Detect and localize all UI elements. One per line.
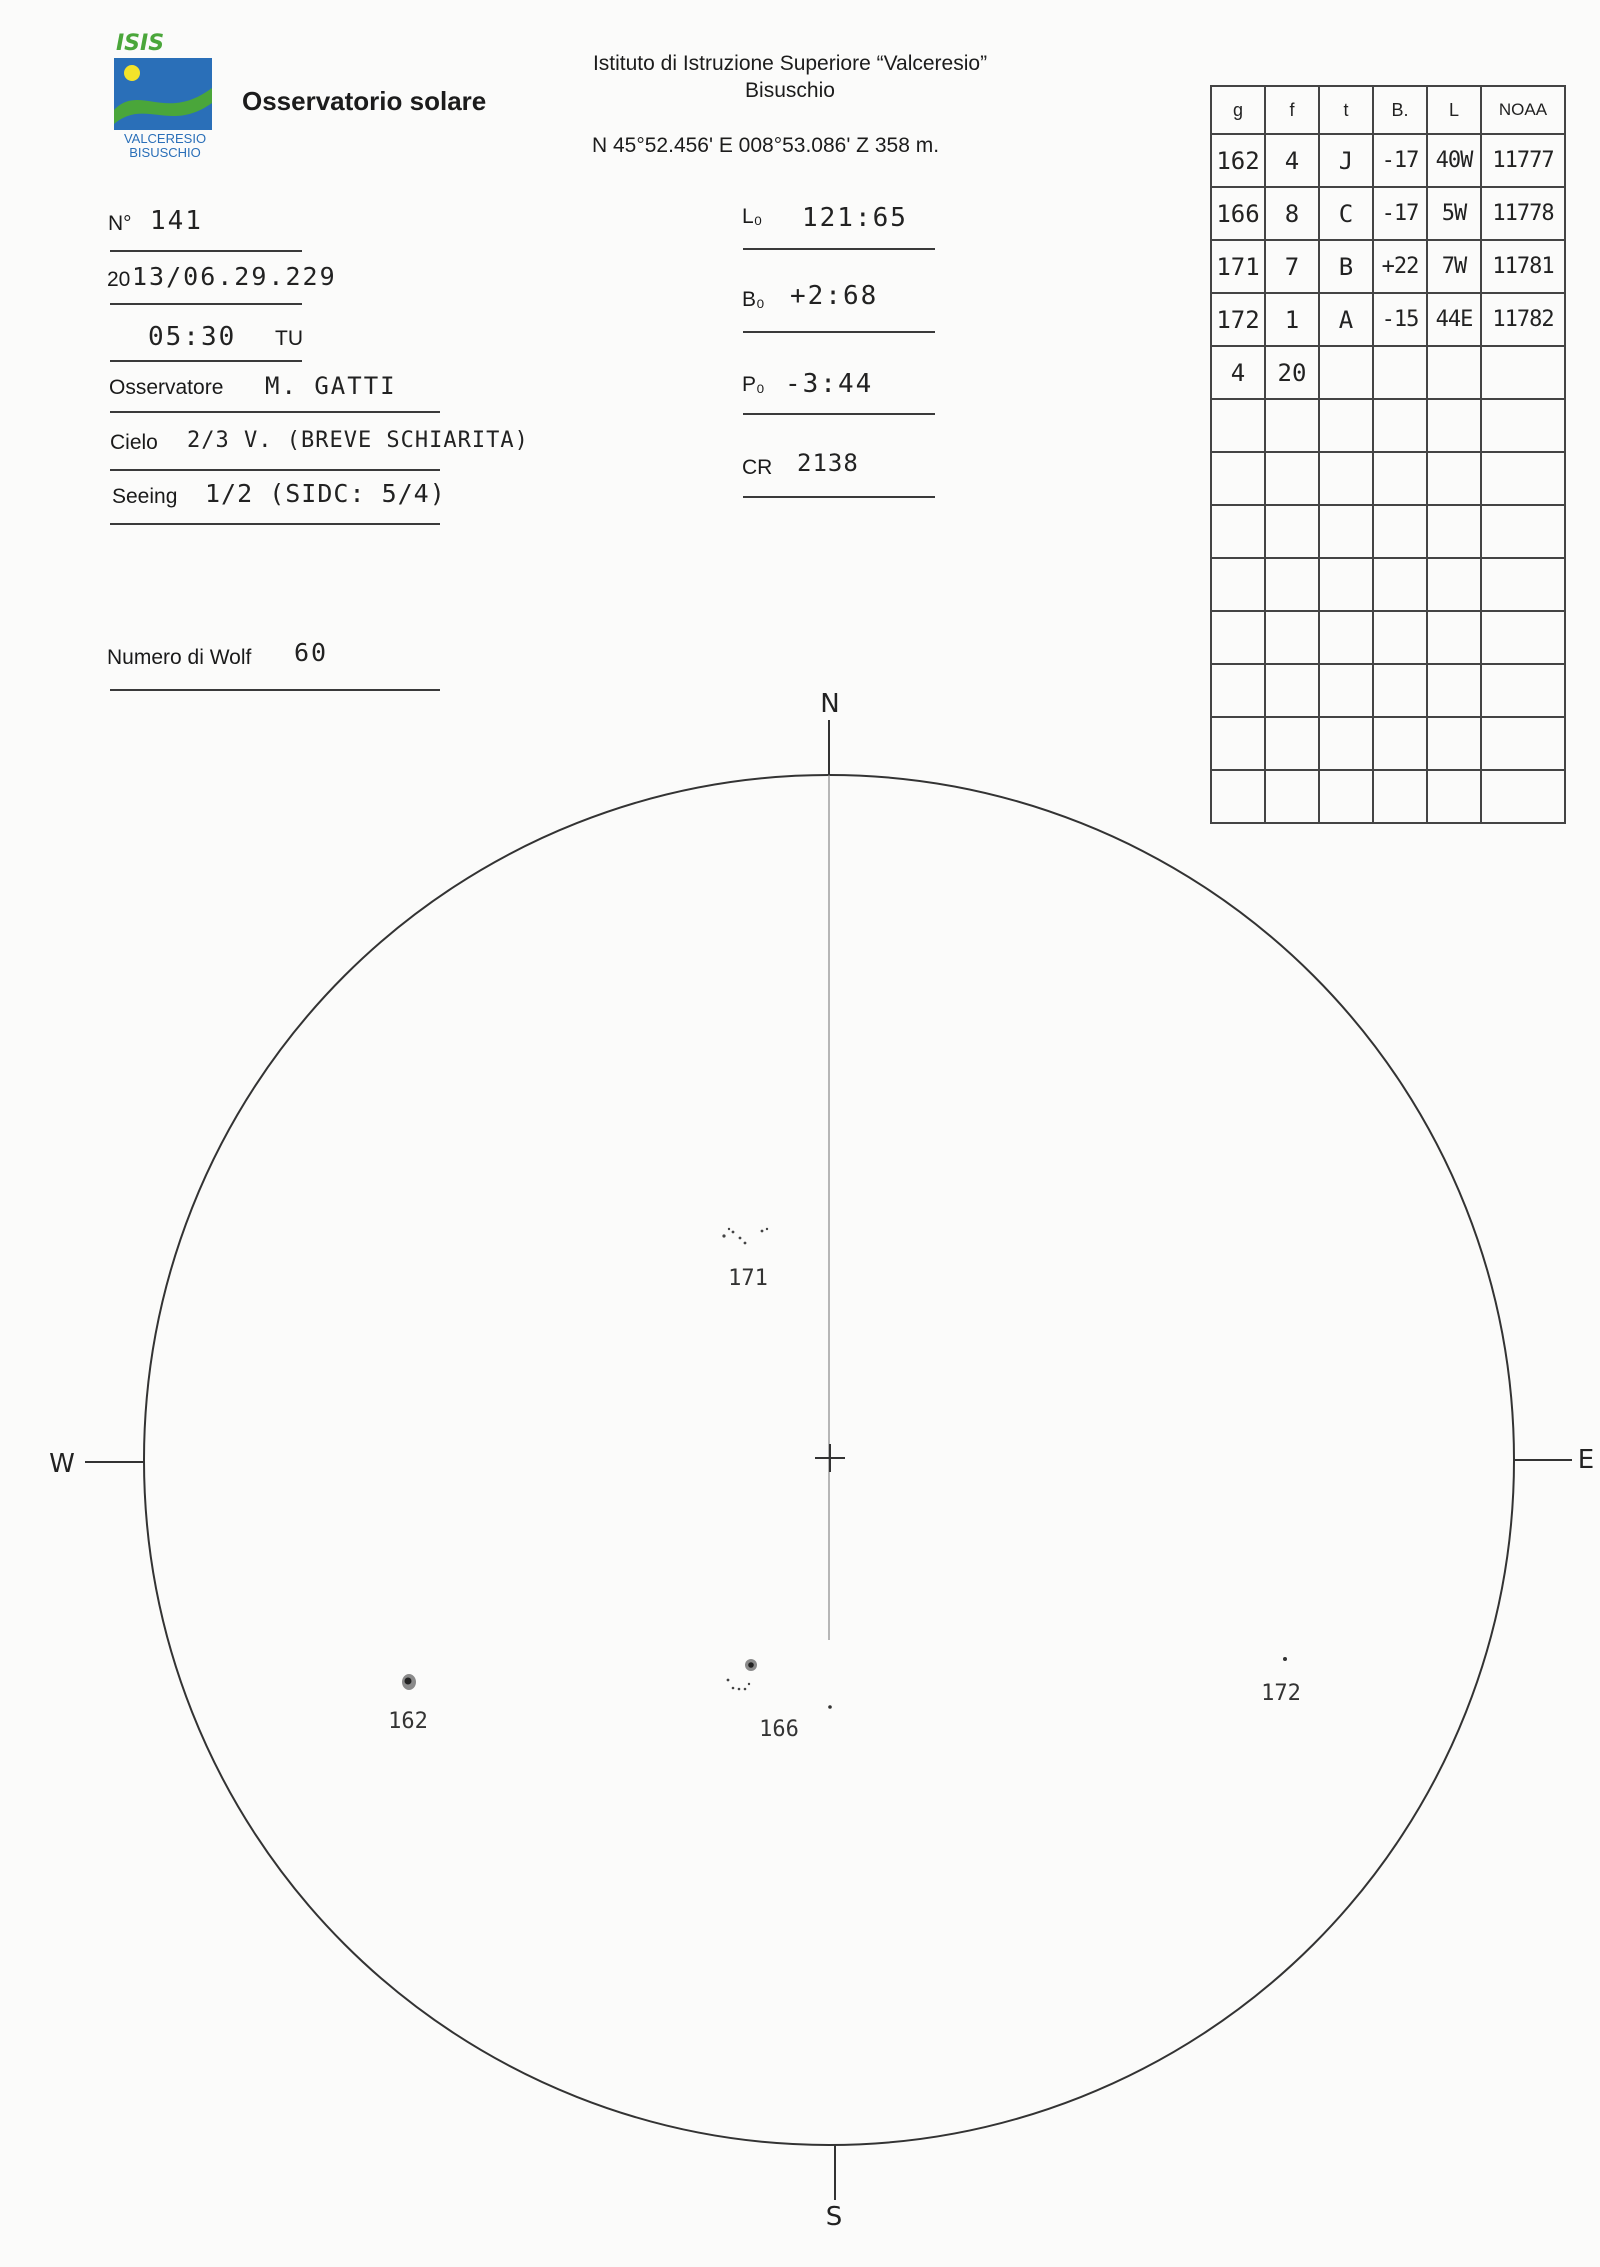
- record-date: 13/06.29.229: [132, 262, 337, 291]
- sunspot: [727, 1679, 730, 1682]
- total-spots: 20: [1265, 346, 1319, 399]
- p0-label: P₀: [742, 373, 765, 396]
- time-unit: TU: [275, 327, 303, 350]
- table-cell: 44E: [1427, 293, 1481, 346]
- table-cell: -15: [1373, 293, 1427, 346]
- table-cell: 40W: [1427, 134, 1481, 187]
- sunspot: [739, 1237, 742, 1240]
- sunspot-group-166: [727, 1659, 832, 1742]
- east-label: E: [1577, 1445, 1595, 1475]
- cr-label: CR: [742, 456, 773, 479]
- sunspot: [732, 1687, 735, 1690]
- south-label: S: [825, 2202, 843, 2232]
- table-cell: 171: [1211, 240, 1265, 293]
- cr-value: 2138: [797, 449, 859, 477]
- date-prefix: 20: [107, 268, 131, 291]
- table-cell: 162: [1211, 134, 1265, 187]
- wolf-number: 60: [294, 638, 329, 667]
- table-cell: A: [1319, 293, 1373, 346]
- sunspot: [1283, 1657, 1287, 1661]
- institute-name: Istituto di Istruzione Superiore “Valceresio”: [592, 52, 988, 75]
- table-cell: 5W: [1427, 187, 1481, 240]
- table-cell: 166: [1211, 187, 1265, 240]
- sunspot: [744, 1242, 747, 1245]
- table-cell: +22: [1373, 240, 1427, 293]
- column-header-f: f: [1265, 86, 1319, 134]
- l0-label: L₀: [742, 205, 763, 228]
- table-cell: J: [1319, 134, 1373, 187]
- sunspot: [728, 1228, 730, 1230]
- table-cell: 4: [1265, 134, 1319, 187]
- table-cell: 11778: [1481, 187, 1565, 240]
- observer-name: M. GATTI: [265, 372, 397, 400]
- table-cell: C: [1319, 187, 1373, 240]
- b0-value: +2:68: [790, 281, 879, 311]
- institute-town: Bisuschio: [745, 79, 835, 102]
- table-cell: -17: [1373, 134, 1427, 187]
- north-label: N: [820, 689, 840, 719]
- table-cell: 1: [1265, 293, 1319, 346]
- sunspot: [761, 1230, 764, 1233]
- column-header-l: L: [1427, 86, 1481, 134]
- sunspot-umbra: [405, 1678, 412, 1685]
- number-label: N°: [108, 212, 132, 235]
- logo-subtitle: VALCERESIO BISUSCHIO: [123, 131, 207, 160]
- sky-condition: 2/3 V. (BREVE SCHIARITA): [187, 428, 529, 453]
- observer-label: Osservatore: [109, 376, 224, 399]
- table-cell: 11782: [1481, 293, 1565, 346]
- sunspot-group-171: [722, 1228, 768, 1291]
- group-label-166: 166: [759, 1717, 799, 1742]
- b0-label: B₀: [742, 288, 765, 311]
- table-cell: 7: [1265, 240, 1319, 293]
- column-header-t: t: [1319, 86, 1373, 134]
- table-cell: 8: [1265, 187, 1319, 240]
- group-label-172: 172: [1261, 1681, 1301, 1706]
- sunspot: [744, 1688, 747, 1691]
- observatory-coordinates: N 45°52.456' E 008°53.086' Z 358 m.: [592, 134, 940, 157]
- logo-text: ISIS: [116, 31, 165, 56]
- sunspot-group-172: [1261, 1657, 1301, 1706]
- group-label-171: 171: [728, 1266, 768, 1291]
- seeing-value: 1/2 (SIDC: 5/4): [205, 479, 446, 508]
- sunspot-umbra: [748, 1662, 754, 1668]
- record-time: 05:30: [148, 322, 237, 352]
- l0-value: 121:65: [802, 203, 908, 233]
- sunspot: [828, 1705, 832, 1709]
- column-header-noaa: NOAA: [1481, 86, 1565, 134]
- group-label-162: 162: [388, 1709, 428, 1734]
- sky-label: Cielo: [110, 431, 158, 454]
- sunspot: [748, 1683, 750, 1685]
- total-groups: 4: [1211, 346, 1265, 399]
- table-cell: 172: [1211, 293, 1265, 346]
- sunspot: [732, 1231, 735, 1234]
- record-number: 141: [150, 206, 203, 236]
- wolf-label: Numero di Wolf: [107, 646, 252, 669]
- table-cell: 11781: [1481, 240, 1565, 293]
- seeing-label: Seeing: [112, 485, 178, 508]
- table-cell: 11777: [1481, 134, 1565, 187]
- column-header-g: g: [1211, 86, 1265, 134]
- p0-value: -3:44: [785, 369, 874, 399]
- sunspot-group-162: [388, 1674, 428, 1734]
- west-label: W: [49, 1449, 75, 1479]
- sunspot: [738, 1688, 741, 1691]
- table-cell: -17: [1373, 187, 1427, 240]
- sunspot: [722, 1234, 725, 1237]
- table-cell: B: [1319, 240, 1373, 293]
- column-header-b: B.: [1373, 86, 1427, 134]
- sunspot: [766, 1228, 768, 1230]
- observatory-title: Osservatorio solare: [242, 86, 487, 116]
- table-cell: 7W: [1427, 240, 1481, 293]
